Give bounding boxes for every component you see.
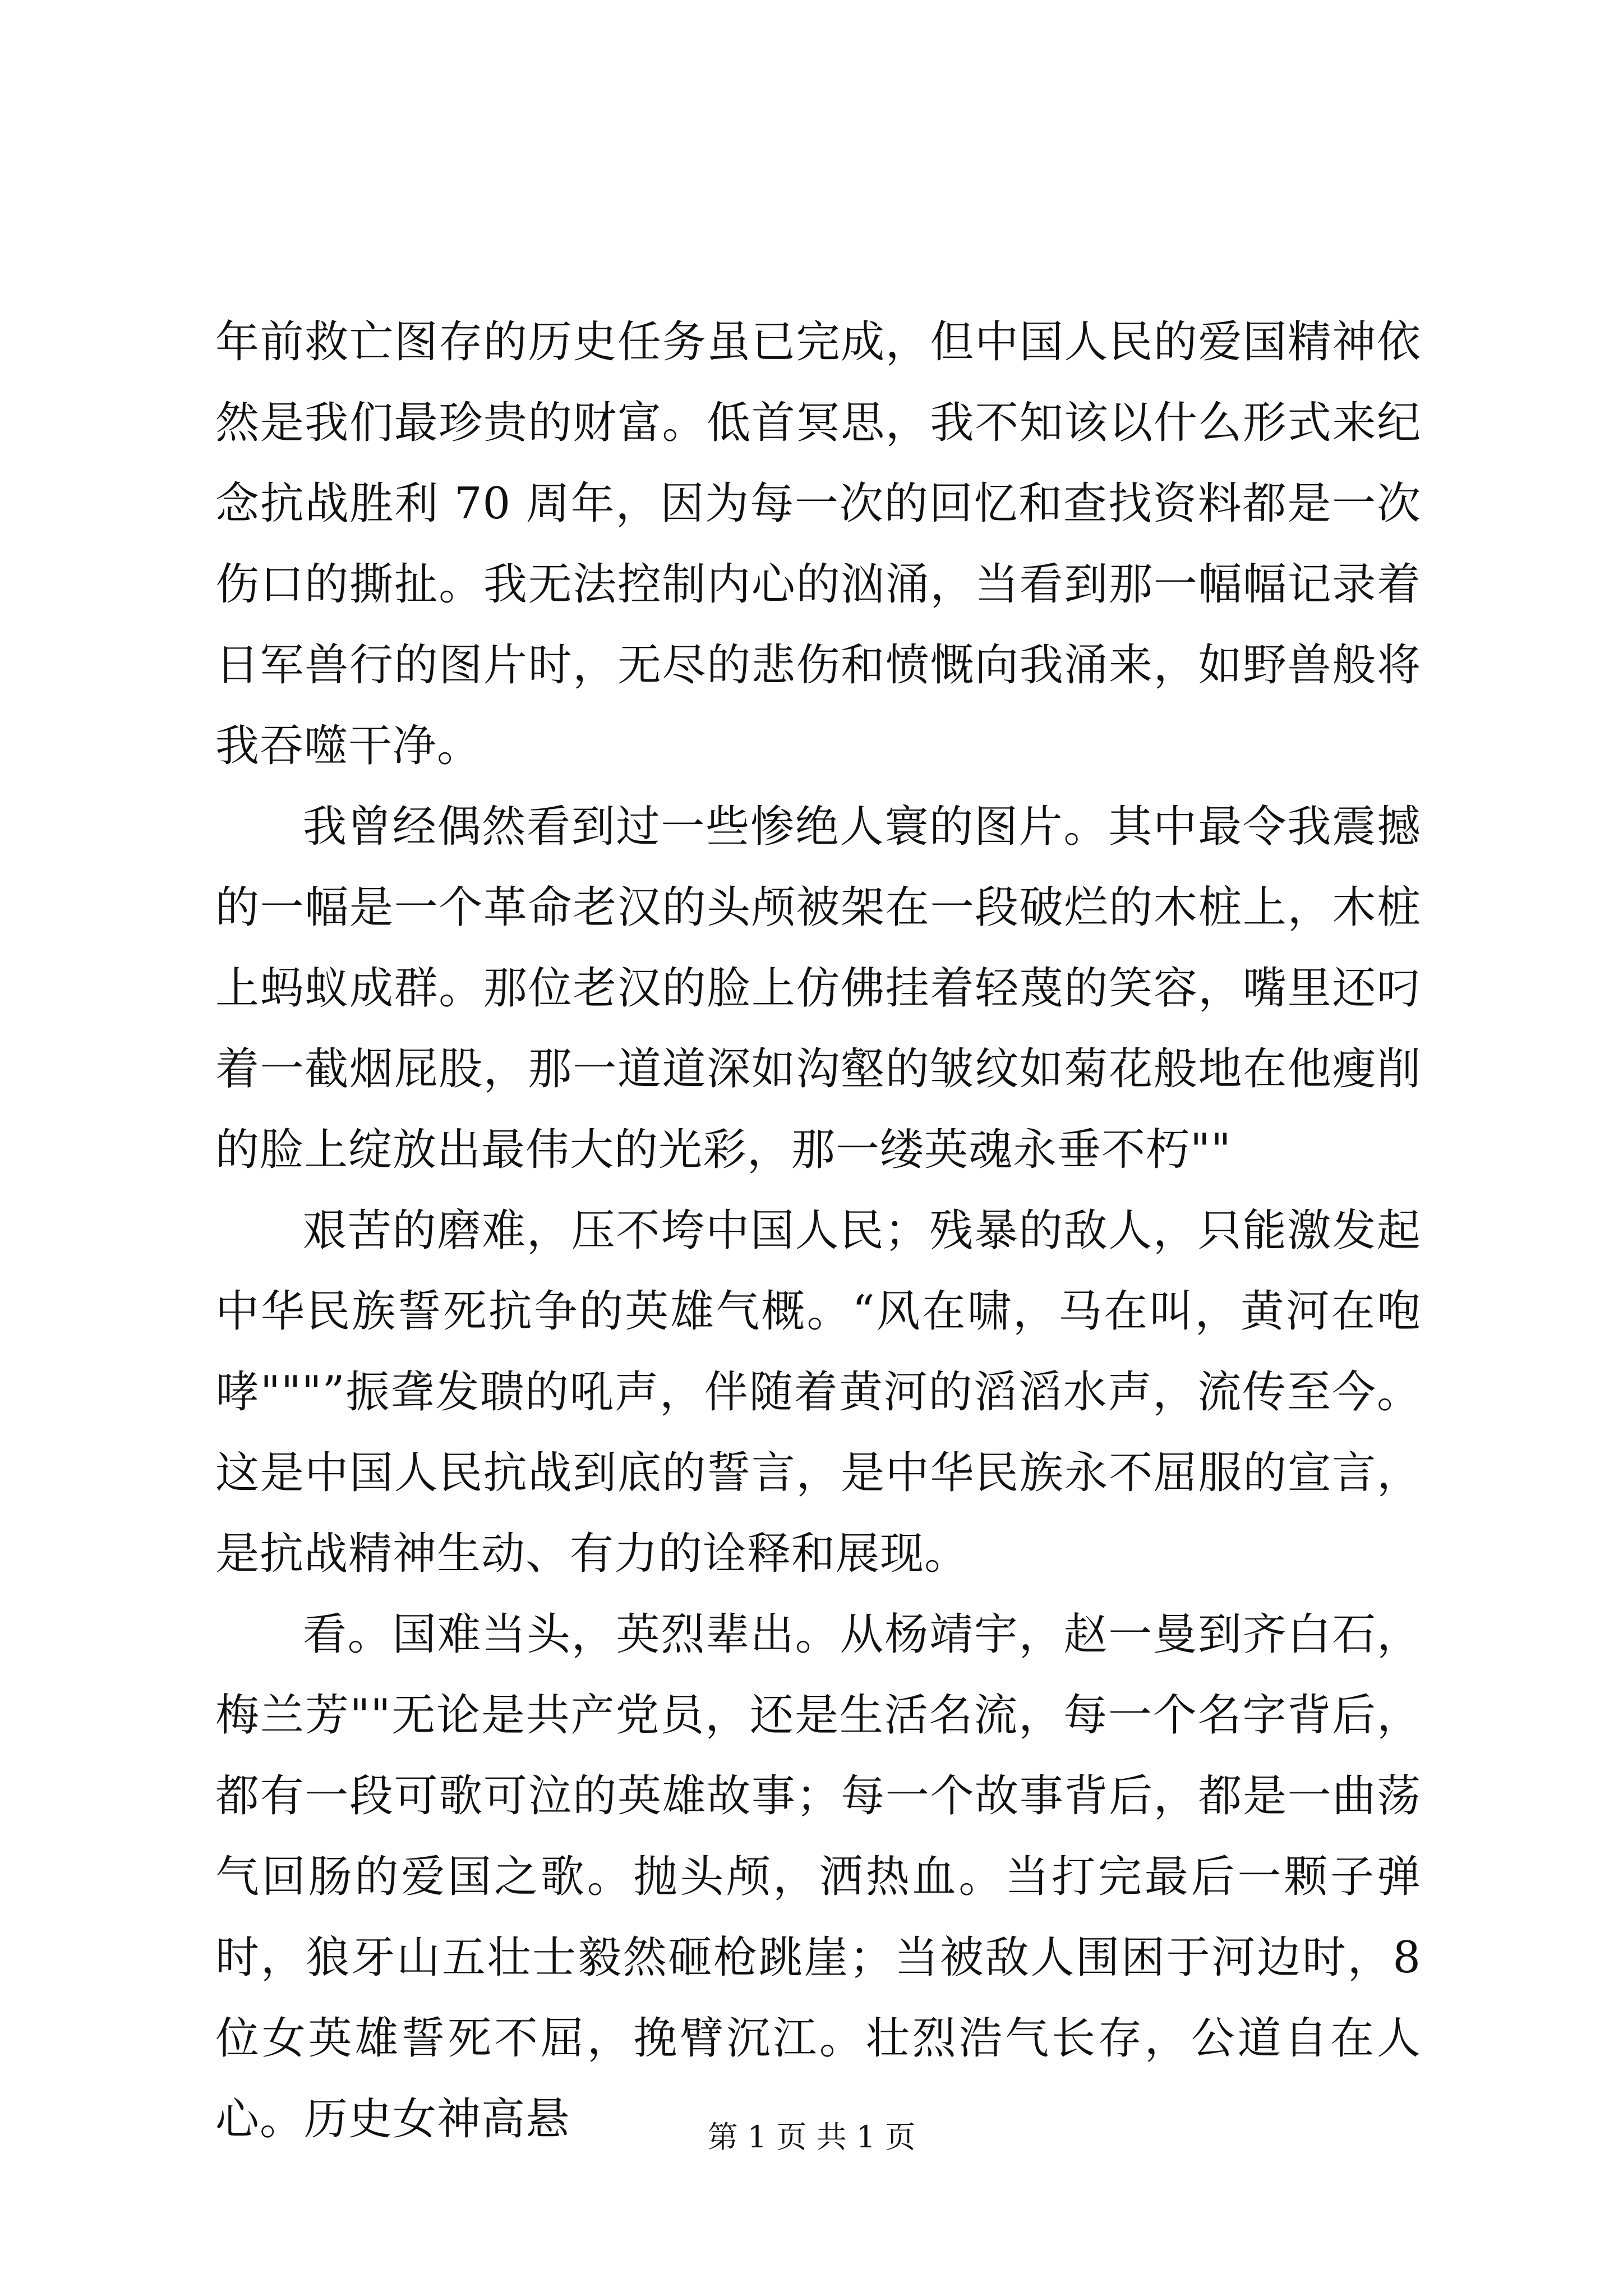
paragraph-3: 艰苦的磨难，压不垮中国人民；残暴的敌人，只能激发起中华民族誓死抗争的英雄气概。“风在啸，马在叫，黄河在咆哮"""”振聋发聩的吼声，伴随着黄河的滔滔水声，流传至今。这是中国人民抗战到底的誓言，是中华民族永不屈服的宣言，是抗战精神生动、有力的诠释和展现。 — [215, 1205, 1421, 1579]
document-body — [215, 302, 1421, 2160]
paragraph-2: 我曾经偶然看到过一些惨绝人寰的图片。其中最令我震撼的一幅是一个革命老汉的头颅被架在一段破烂的木桩上，木桩上蚂蚁成群。那位老汉的脸上仿佛挂着轻蔑的笑容，嘴里还叼着一截烟屁股，那一道道深如沟壑的皱纹如菊花般地在他瘦削的脸上绽放出最伟大的光彩，那一缕英魂永垂不朽"" — [215, 802, 1421, 1175]
page-footer: 第 1 页 共 1 页 — [707, 2119, 916, 2155]
paragraph-4: 看。国难当头，英烈辈出。从杨靖宇，赵一曼到齐白石，梅兰芳""无论是共产党员，还是生活名流，每一个名字背后，都有一段可歌可泣的英雄故事；每一个故事背后，都是一曲荡气回肠的爱国之歌。抛头颅，洒热血。当打完最后一颗子弹时，狼牙山五壮士毅然砸枪跳崖；当被敌人围困于河边时，8 位女英雄誓死不屈，挽臂沉江。壮烈浩气长存，公道自在人心。历史女神高悬 — [215, 1609, 1421, 2145]
paragraph-1: 年前救亡图存的历史任务虽已完成，但中国人民的爱国精神依然是我们最珍贵的财富。低首冥思，我不知该以什么形式来纪念抗战胜利 70 周年，因为每一次的回忆和查找资料都是一次伤口的撕扯。我无法控制内心的汹涌，当看到那一幅幅记录着日军兽行的图片时，无尽的悲伤和愤慨向我涌来，如野兽般将我吞噬干净。 — [215, 317, 1421, 771]
